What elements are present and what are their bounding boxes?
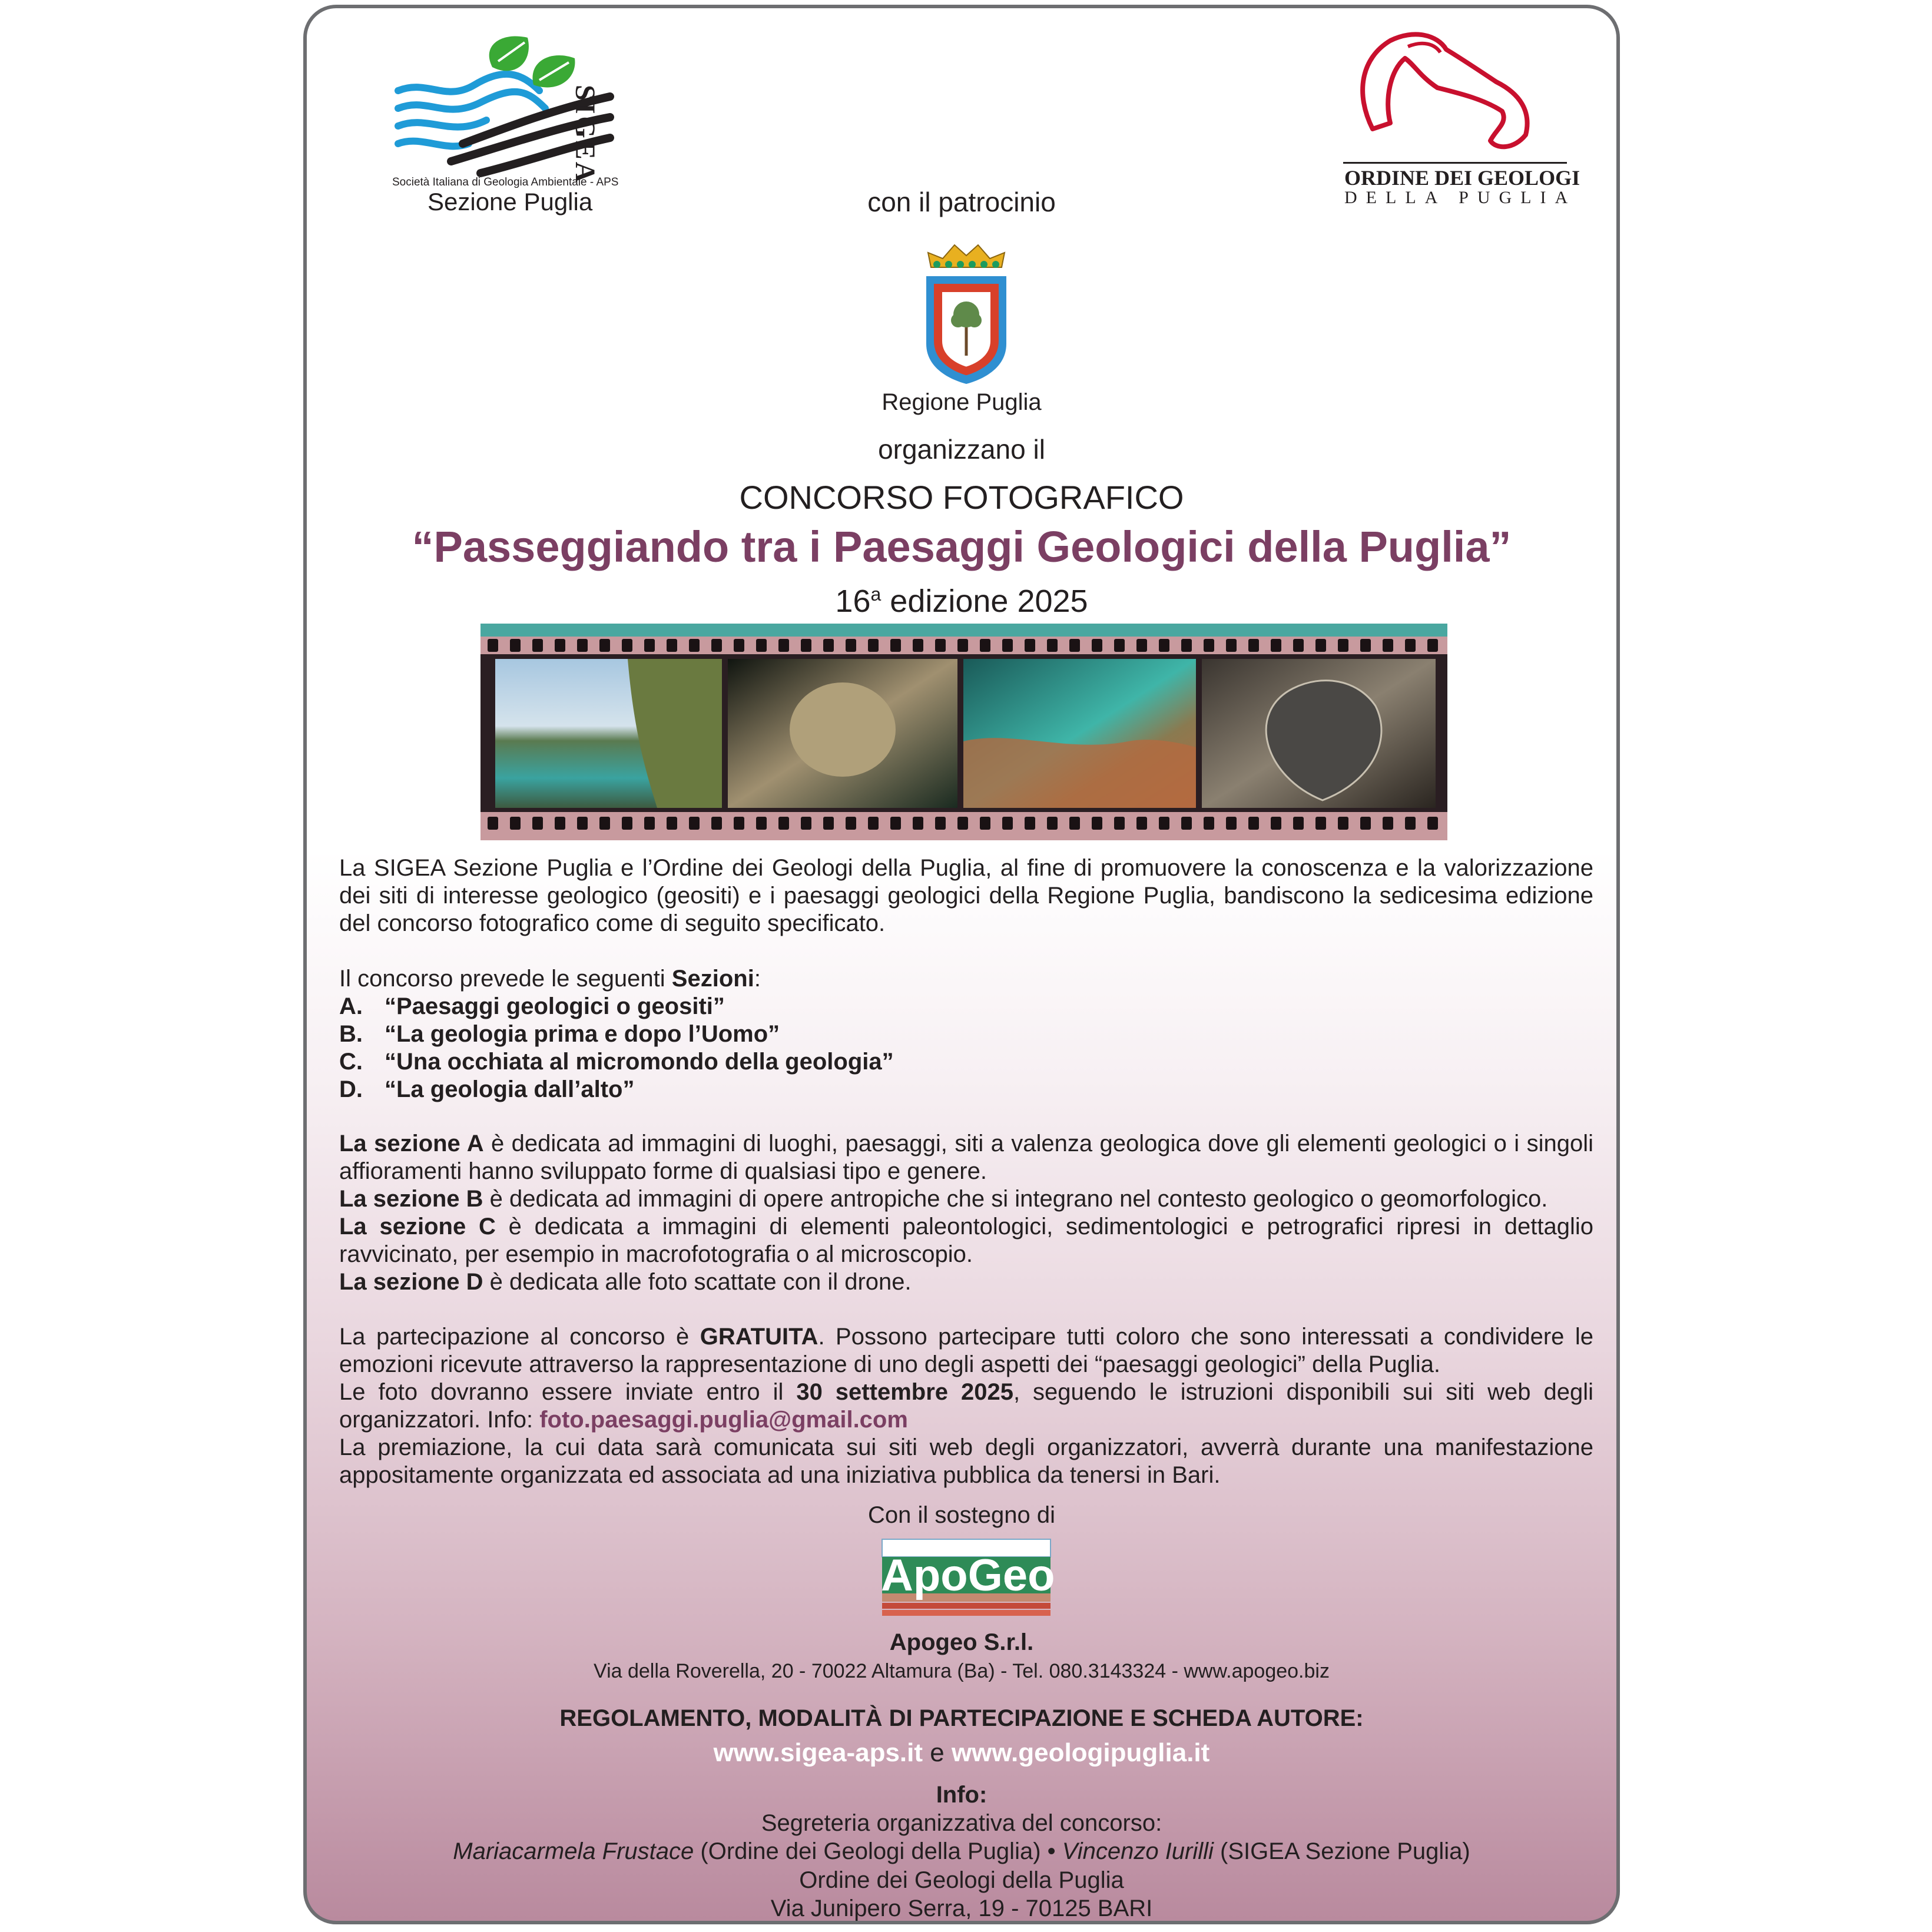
film-sprocket-hole <box>756 817 767 830</box>
film-sprocket-hole <box>913 639 923 652</box>
film-sprocket-hole <box>667 817 677 830</box>
film-sprocket-hole <box>1360 817 1371 830</box>
film-sprocket-hole <box>801 817 811 830</box>
section-label: “Paesaggi geologici o geositi” <box>385 993 725 1019</box>
section-item <box>339 1048 1593 1076</box>
sections-intro-bold: Sezioni <box>671 966 754 992</box>
film-sprocket-hole <box>555 639 565 652</box>
film-sprocket-hole <box>599 639 610 652</box>
film-sprocket-hole <box>1114 639 1125 652</box>
sigea-wordmark: SIGEA <box>569 85 601 185</box>
p1-c: . Possono partecipare tutti coloro che sono interessati a condividere le emozioni ricevute attraverso la rappresentazione di uno degli aspetti dei “paesaggi geologici” della Puglia. <box>339 1324 1593 1377</box>
film-sprocket-hole <box>1047 639 1058 652</box>
section-item <box>339 993 1593 1020</box>
film-sprocket-hole <box>644 817 655 830</box>
ordine-logo-line2: DELLA PUGLIA <box>1344 188 1577 207</box>
ordine-hammer-icon <box>1320 23 1567 164</box>
film-sprocket-hole <box>1315 639 1326 652</box>
person2-org: (SIGEA Sezione Puglia) <box>1213 1838 1470 1864</box>
apogeo-logo-text: ApoGeo <box>881 1550 1055 1600</box>
film-sprocket-hole <box>711 639 722 652</box>
film-sprocket-hole <box>711 817 722 830</box>
film-sprocket-hole <box>957 817 968 830</box>
edition-line <box>307 583 1616 619</box>
regione-name: Regione Puglia <box>882 389 1042 415</box>
description-c <box>339 1213 1593 1268</box>
contacts-line <box>307 1838 1616 1865</box>
footer-address2: Via Junipero Serra, 19 - 70125 BARI <box>770 1895 1153 1921</box>
film-sprocket-hole <box>1338 817 1348 830</box>
film-sprocket-hole <box>1204 639 1214 652</box>
regione-puglia-crest <box>919 232 1013 385</box>
geologi-website-link[interactable]: www.geologipuglia.it <box>951 1738 1210 1767</box>
film-sprocket-hole <box>1360 639 1371 652</box>
film-sprocket-hole <box>1338 639 1348 652</box>
description-text: è dedicata a immagini di elementi paleontologici, sedimentologici e petrografici ripresi in dettaglio ravvicinato, per esempio in macrofotografia o al microscopio. <box>339 1214 1593 1267</box>
info-label: Info: <box>936 1782 987 1808</box>
concorso-heading: CONCORSO FOTOGRAFICO <box>739 479 1184 516</box>
film-sprocket-hole <box>935 639 946 652</box>
participation-p3: La premiazione, la cui data sarà comunicata sui siti web degli organizzatori, avverrà durante una manifestazione appositamente organizzata ed associata ad una iniziativa pubblica da tenersi in Bari. <box>339 1434 1593 1488</box>
film-sprocket-hole <box>1092 639 1102 652</box>
person1-name: Mariacarmela Frustace <box>453 1838 694 1864</box>
contest-title: “Passeggiando tra i Paesaggi Geologici della Puglia” <box>412 522 1512 571</box>
description-d <box>339 1268 1593 1296</box>
film-sprocket-hole <box>622 639 632 652</box>
p1-gratuita: GRATUITA <box>700 1324 818 1350</box>
description-label: La sezione C <box>339 1214 496 1240</box>
film-sprocket-hole <box>1204 817 1214 830</box>
sections-intro-prefix: Il concorso prevede le seguenti <box>339 966 672 992</box>
links-line <box>307 1738 1616 1768</box>
segreteria-text: Segreteria organizzativa del concorso: <box>761 1810 1162 1836</box>
regolamento-heading: REGOLAMENTO, MODALITÀ DI PARTECIPAZIONE E SCHEDA AUTORE: <box>559 1705 1364 1731</box>
film-sprocket-hole <box>756 639 767 652</box>
film-sprocket-hole <box>1271 639 1281 652</box>
description-label: La sezione D <box>339 1269 483 1295</box>
section-item <box>339 1076 1593 1103</box>
description-text: è dedicata ad immagini di opere antropiche che si integrano nel contesto geologico o geomorfologico. <box>483 1186 1548 1212</box>
film-sprocket-hole <box>890 639 901 652</box>
film-sprocket-hole <box>1181 817 1192 830</box>
section-letter: B. <box>339 1021 363 1047</box>
film-sprocket-hole <box>868 817 879 830</box>
participation-p1 <box>339 1323 1593 1378</box>
sponsor-address: Via della Roverella, 20 - 70022 Altamura (Ba) - Tel. 080.3143324 - www.apogeo.biz <box>594 1660 1330 1682</box>
section-letter: C. <box>339 1049 363 1075</box>
film-sprocket-hole <box>846 817 856 830</box>
film-sprocket-hole <box>1047 817 1058 830</box>
regione-crest-icon <box>919 232 1013 385</box>
edition-text: edizione 2025 <box>881 584 1088 619</box>
participation-block <box>339 1323 1593 1489</box>
film-sprocket-hole <box>555 817 565 830</box>
section-letter: A. <box>339 993 363 1019</box>
film-sprocket-hole <box>1025 639 1035 652</box>
film-sprocket-hole <box>1002 817 1013 830</box>
ordine-logo-line1: ORDINE DEI GEOLOGI <box>1344 166 1580 190</box>
description-label: La sezione B <box>339 1186 483 1212</box>
film-sprocket-hole <box>1293 639 1304 652</box>
poster-frame <box>303 5 1620 1924</box>
film-sprocket-hole <box>935 817 946 830</box>
film-sprocket-hole <box>577 817 588 830</box>
film-sprocket-hole <box>1383 817 1393 830</box>
section-label: “Una occhiata al micromondo della geologia” <box>385 1049 894 1075</box>
film-sprocket-hole <box>1226 639 1237 652</box>
film-sprocket-hole <box>1271 817 1281 830</box>
film-sprocket-hole <box>1069 817 1080 830</box>
film-sprocket-hole <box>1002 639 1013 652</box>
film-strip <box>480 624 1447 840</box>
info-email-link[interactable]: foto.paesaggi.puglia@gmail.com <box>539 1407 908 1433</box>
film-sprocket-hole <box>1069 639 1080 652</box>
film-sprocket-hole <box>823 639 834 652</box>
film-sprocket-hole <box>1248 817 1259 830</box>
sigea-section: Sezione Puglia <box>428 188 593 216</box>
film-sprocket-hole <box>1226 817 1237 830</box>
film-sprocket-hole <box>890 817 901 830</box>
film-sprocket-hole <box>488 639 498 652</box>
p1-a: La partecipazione al concorso è <box>339 1324 700 1350</box>
edition-number: 16 <box>835 584 871 619</box>
p2-c: , seguendo le istruzioni disponibili sui siti web degli organizzatori. Info: <box>339 1379 1593 1433</box>
film-sprocket-hole <box>1315 817 1326 830</box>
sigea-logo-graphic <box>392 26 639 179</box>
film-sprocket-hole <box>734 639 744 652</box>
film-sprocket-hole <box>510 639 521 652</box>
film-sprocket-hole <box>1181 639 1192 652</box>
intro-paragraph: La SIGEA Sezione Puglia e l’Ordine dei Geologi della Puglia, al fine di promuovere la conoscenza e la valorizzazione dei siti di interesse geologico (geositi) e i paesaggi geologici della Regione Puglia, bandiscono la sedicesima edizione del concorso fotografico come di seguito specificato. <box>339 855 1593 936</box>
sponsor-name: Apogeo S.r.l. <box>889 1629 1034 1655</box>
film-sprocket-hole <box>1427 639 1438 652</box>
film-sprocket-hole <box>1092 817 1102 830</box>
film-sprocket-hole <box>1383 639 1393 652</box>
film-sprocket-hole <box>980 639 990 652</box>
film-sprocket-hole <box>1025 817 1035 830</box>
sigea-logo <box>392 26 639 197</box>
film-sprocket-hole <box>622 817 632 830</box>
description-text: è dedicata ad immagini di luoghi, paesaggi, siti a valenza geologica dove gli elementi geologici o i singoli affioramenti hanno sviluppato forme di qualsiasi tipo e genere. <box>339 1131 1593 1184</box>
sections-block <box>339 965 1593 1103</box>
footer-address1: Ordine dei Geologi della Puglia <box>799 1867 1124 1893</box>
film-sprocket-hole <box>957 639 968 652</box>
section-letter: D. <box>339 1076 363 1102</box>
film-sprocket-hole <box>801 639 811 652</box>
edition-superscript: a <box>870 584 882 605</box>
film-sprocket-hole <box>1159 817 1169 830</box>
description-label: La sezione A <box>339 1131 484 1156</box>
film-sprocket-hole <box>980 817 990 830</box>
sections-intro <box>339 965 1593 993</box>
section-label: “La geologia dall’alto” <box>385 1076 635 1102</box>
section-label: “La geologia prima e dopo l’Uomo” <box>385 1021 780 1047</box>
film-sprocket-hole <box>1427 817 1438 830</box>
film-sprocket-hole <box>1293 817 1304 830</box>
p2-a: Le foto dovranno essere inviate entro il <box>339 1379 797 1405</box>
film-sprocket-hole <box>532 817 543 830</box>
film-sprocket-hole <box>868 639 879 652</box>
film-sprocket-hole <box>577 639 588 652</box>
participation-p2 <box>339 1378 1593 1434</box>
film-sprocket-hole <box>1114 817 1125 830</box>
film-sprocket-hole <box>644 639 655 652</box>
organizzano-text: organizzano il <box>878 434 1045 465</box>
person1-org: (Ordine dei Geologi della Puglia) • <box>694 1838 1062 1864</box>
patrocinio-text: con il patrocinio <box>867 187 1056 217</box>
sigea-website-link[interactable]: www.sigea-aps.it <box>713 1738 923 1767</box>
film-sprocket-hole <box>1405 817 1416 830</box>
sigea-subtitle: Società Italiana di Geologia Ambientale - APS <box>392 176 619 188</box>
film-sprocket-hole <box>488 817 498 830</box>
links-separator: e <box>923 1738 952 1767</box>
description-b <box>339 1185 1593 1213</box>
film-sprocket-hole <box>689 639 700 652</box>
film-sprocket-hole <box>667 639 677 652</box>
film-sprocket-hole <box>823 817 834 830</box>
person2-name: Vincenzo Iurilli <box>1062 1838 1214 1864</box>
film-sprocket-hole <box>510 817 521 830</box>
film-sprocket-hole <box>846 639 856 652</box>
film-sprocket-hole <box>689 817 700 830</box>
film-sprocket-hole <box>532 639 543 652</box>
section-descriptions <box>339 1130 1593 1296</box>
film-sprocket-hole <box>1136 817 1147 830</box>
film-strip-graphic <box>480 624 1447 840</box>
section-item <box>339 1020 1593 1048</box>
film-sprocket-hole <box>778 639 789 652</box>
description-text: è dedicata alle foto scattate con il drone. <box>483 1269 912 1295</box>
film-sprocket-hole <box>734 817 744 830</box>
film-sprocket-hole <box>1136 639 1147 652</box>
film-sprocket-hole <box>1405 639 1416 652</box>
sponsor-intro: Con il sostegno di <box>868 1502 1055 1528</box>
film-sprocket-hole <box>1159 639 1169 652</box>
film-sprocket-hole <box>913 817 923 830</box>
apogeo-logo <box>881 1538 1055 1621</box>
p2-deadline: 30 settembre 2025 <box>796 1379 1013 1405</box>
film-sprocket-hole <box>1248 639 1259 652</box>
sections-intro-suffix: : <box>754 966 761 992</box>
film-sprocket-hole <box>778 817 789 830</box>
film-sprocket-hole <box>599 817 610 830</box>
description-a <box>339 1130 1593 1185</box>
